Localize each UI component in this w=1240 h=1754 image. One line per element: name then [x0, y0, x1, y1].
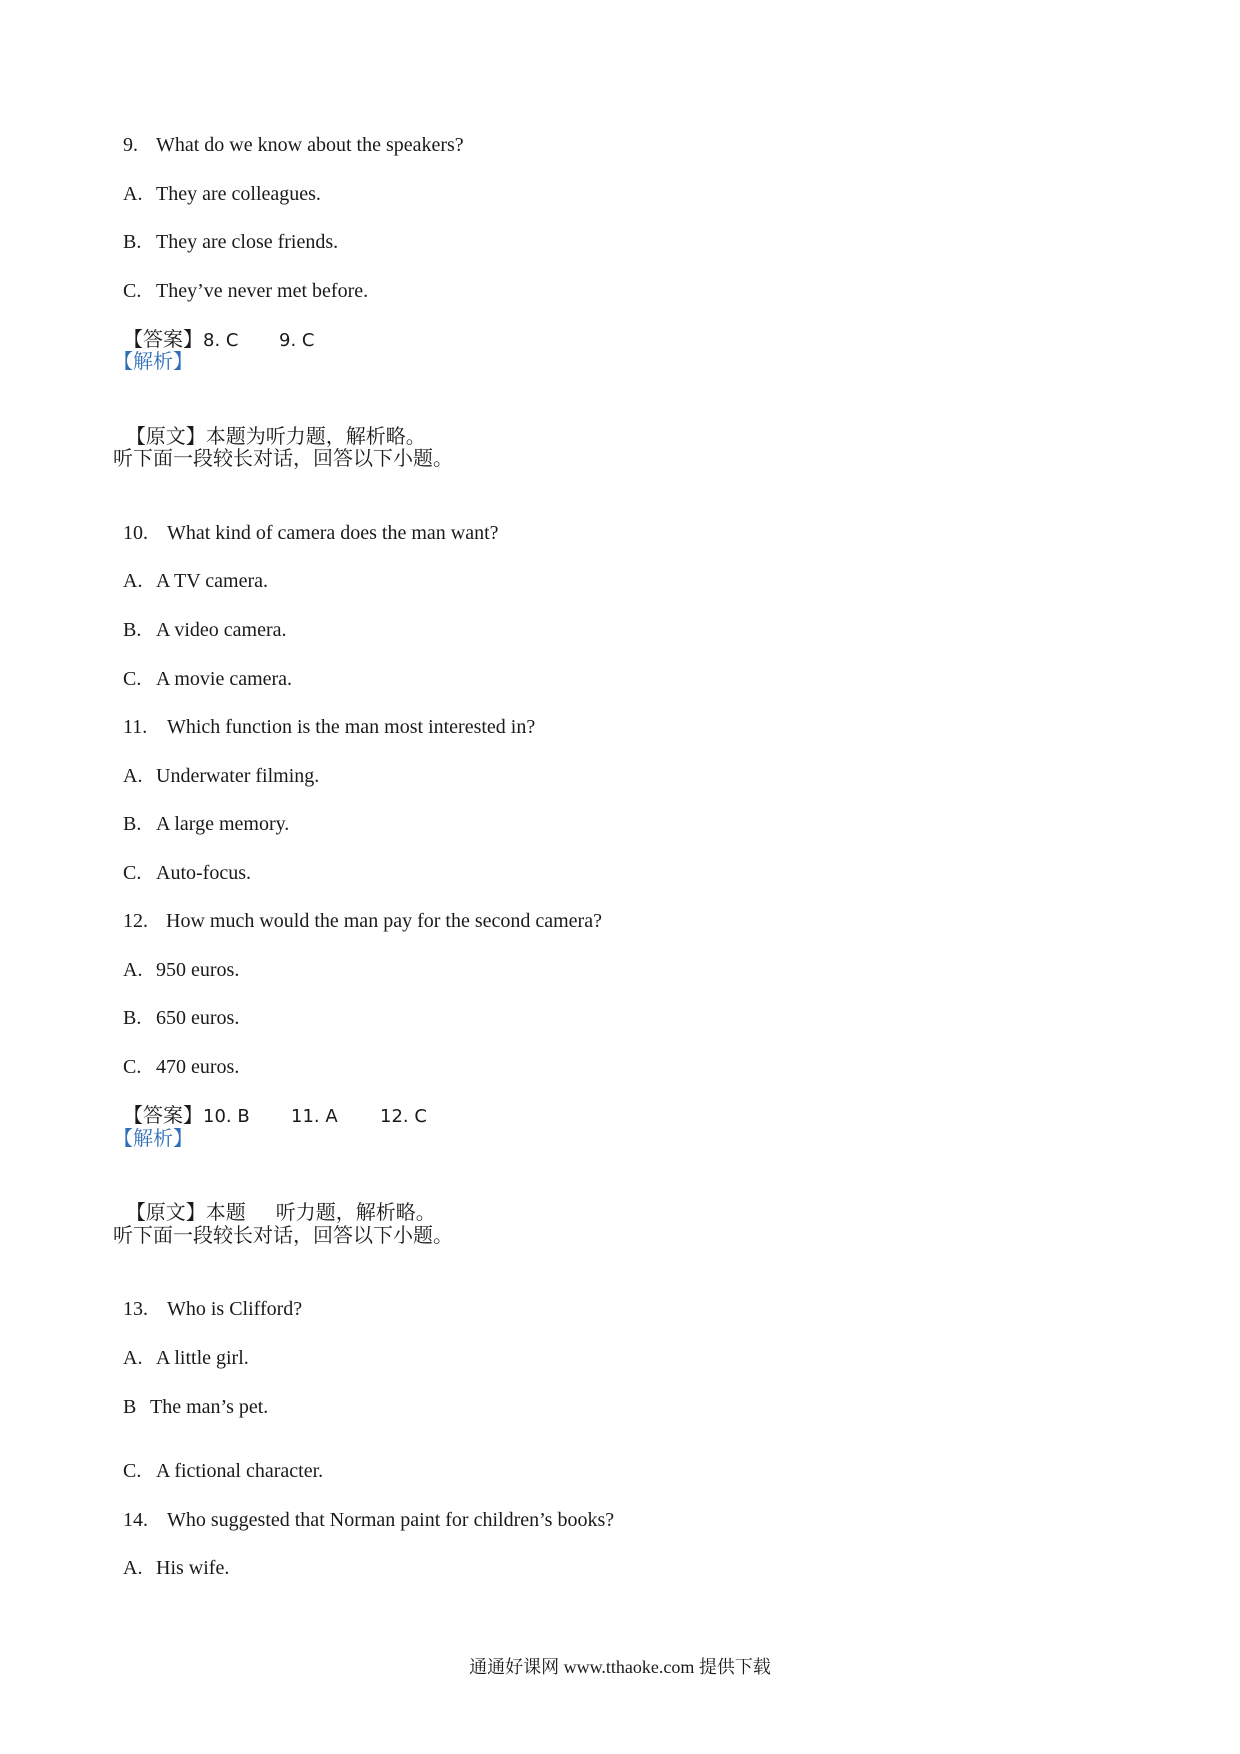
option-text: A large memory. [156, 813, 290, 835]
section-intro-1: 听下面一段较长对话，回答以下小题。 [113, 446, 453, 470]
original-text-part1: 本题 [205, 1200, 246, 1224]
option-text: They are close friends. [156, 231, 339, 253]
option-11c [113, 834, 251, 886]
option-letter: C. [123, 862, 142, 884]
option-13c [113, 1432, 323, 1484]
answer-line-1 [113, 300, 314, 354]
option-letter: A. [123, 765, 143, 787]
option-letter: B. [123, 619, 142, 641]
option-letter: A. [123, 1557, 143, 1579]
answer-item: 8. C [203, 330, 239, 351]
option-text: Auto-focus. [156, 862, 251, 884]
question-number: 9. [123, 134, 138, 156]
question-text: Who is Clifford? [167, 1298, 303, 1320]
option-letter: B. [123, 231, 142, 253]
answer-line-2 [113, 1076, 427, 1130]
option-letter: C. [123, 1460, 142, 1482]
answer-label: 【答案】 [123, 327, 203, 351]
option-12b [113, 979, 239, 1031]
option-text: 650 euros. [156, 1007, 240, 1029]
question-text: Who suggested that Norman paint for children’s books? [167, 1509, 615, 1531]
option-text: A TV camera. [156, 570, 269, 592]
option-11a [113, 737, 319, 789]
option-letter: A. [123, 570, 143, 592]
original-line-1 [113, 397, 426, 449]
question-11 [113, 688, 535, 740]
analysis-label-2: 【解析】 [113, 1126, 193, 1150]
question-number: 14. [123, 1509, 148, 1531]
question-10 [113, 494, 499, 546]
original-text: 本题为听力题，解析略。 [205, 424, 426, 448]
original-label: 【原文】 [125, 1200, 206, 1224]
option-text: A movie camera. [156, 668, 293, 690]
option-12c [113, 1028, 239, 1080]
option-text: His wife. [156, 1557, 230, 1579]
option-text: 950 euros. [156, 959, 240, 981]
question-13 [113, 1270, 302, 1322]
option-14a [113, 1529, 229, 1581]
answer-label: 【答案】 [123, 1103, 203, 1127]
option-10a [113, 542, 268, 594]
option-letter: B [123, 1396, 137, 1418]
question-number: 13. [123, 1298, 148, 1320]
question-text: How much would the man pay for the second camera? [166, 910, 602, 932]
option-9b [113, 203, 338, 255]
option-text: Underwater filming. [156, 765, 320, 787]
option-letter: C. [123, 280, 142, 302]
original-text-part2: 听力题，解析略。 [275, 1200, 436, 1224]
analysis-label-1: 【解析】 [113, 349, 193, 373]
option-text: A video camera. [156, 619, 287, 641]
option-text: A little girl. [156, 1347, 249, 1369]
option-10c [113, 640, 292, 692]
option-text: They’ve never met before. [156, 280, 369, 302]
option-9a [113, 155, 321, 207]
option-13b [113, 1368, 268, 1420]
answer-item: 12. C [380, 1106, 427, 1127]
question-number: 10. [123, 522, 148, 544]
question-number: 12. [123, 910, 148, 932]
answer-item: 11. A [291, 1106, 338, 1127]
question-14 [113, 1481, 614, 1533]
question-text: Which function is the man most interested in? [167, 716, 536, 738]
option-letter: B. [123, 1007, 142, 1029]
question-text: What do we know about the speakers? [156, 134, 464, 156]
option-text: They are colleagues. [156, 183, 321, 205]
answer-item: 10. B [203, 1106, 250, 1127]
option-letter: C. [123, 1056, 142, 1078]
option-text: A fictional character. [156, 1460, 324, 1482]
option-9c [113, 252, 368, 304]
question-9 [113, 106, 464, 158]
page-footer: 通通好课网 www.tthaoke.com 提供下载 [469, 1657, 771, 1677]
question-12 [113, 882, 602, 934]
option-letter: C. [123, 668, 142, 690]
option-12a [113, 931, 239, 983]
question-text: What kind of camera does the man want? [167, 522, 499, 544]
option-13a [113, 1319, 249, 1371]
option-text: 470 euros. [156, 1056, 240, 1078]
option-letter: A. [123, 1347, 143, 1369]
option-11b [113, 785, 289, 837]
option-text: The man’s pet. [150, 1396, 269, 1418]
option-letter: A. [123, 183, 143, 205]
section-intro-2: 听下面一段较长对话，回答以下小题。 [113, 1223, 453, 1247]
option-letter: B. [123, 813, 142, 835]
original-line-2 [113, 1173, 436, 1225]
question-number: 11. [123, 716, 148, 738]
answer-item: 9. C [279, 330, 315, 351]
option-10b [113, 591, 287, 643]
option-letter: A. [123, 959, 143, 981]
original-label: 【原文】 [125, 424, 206, 448]
